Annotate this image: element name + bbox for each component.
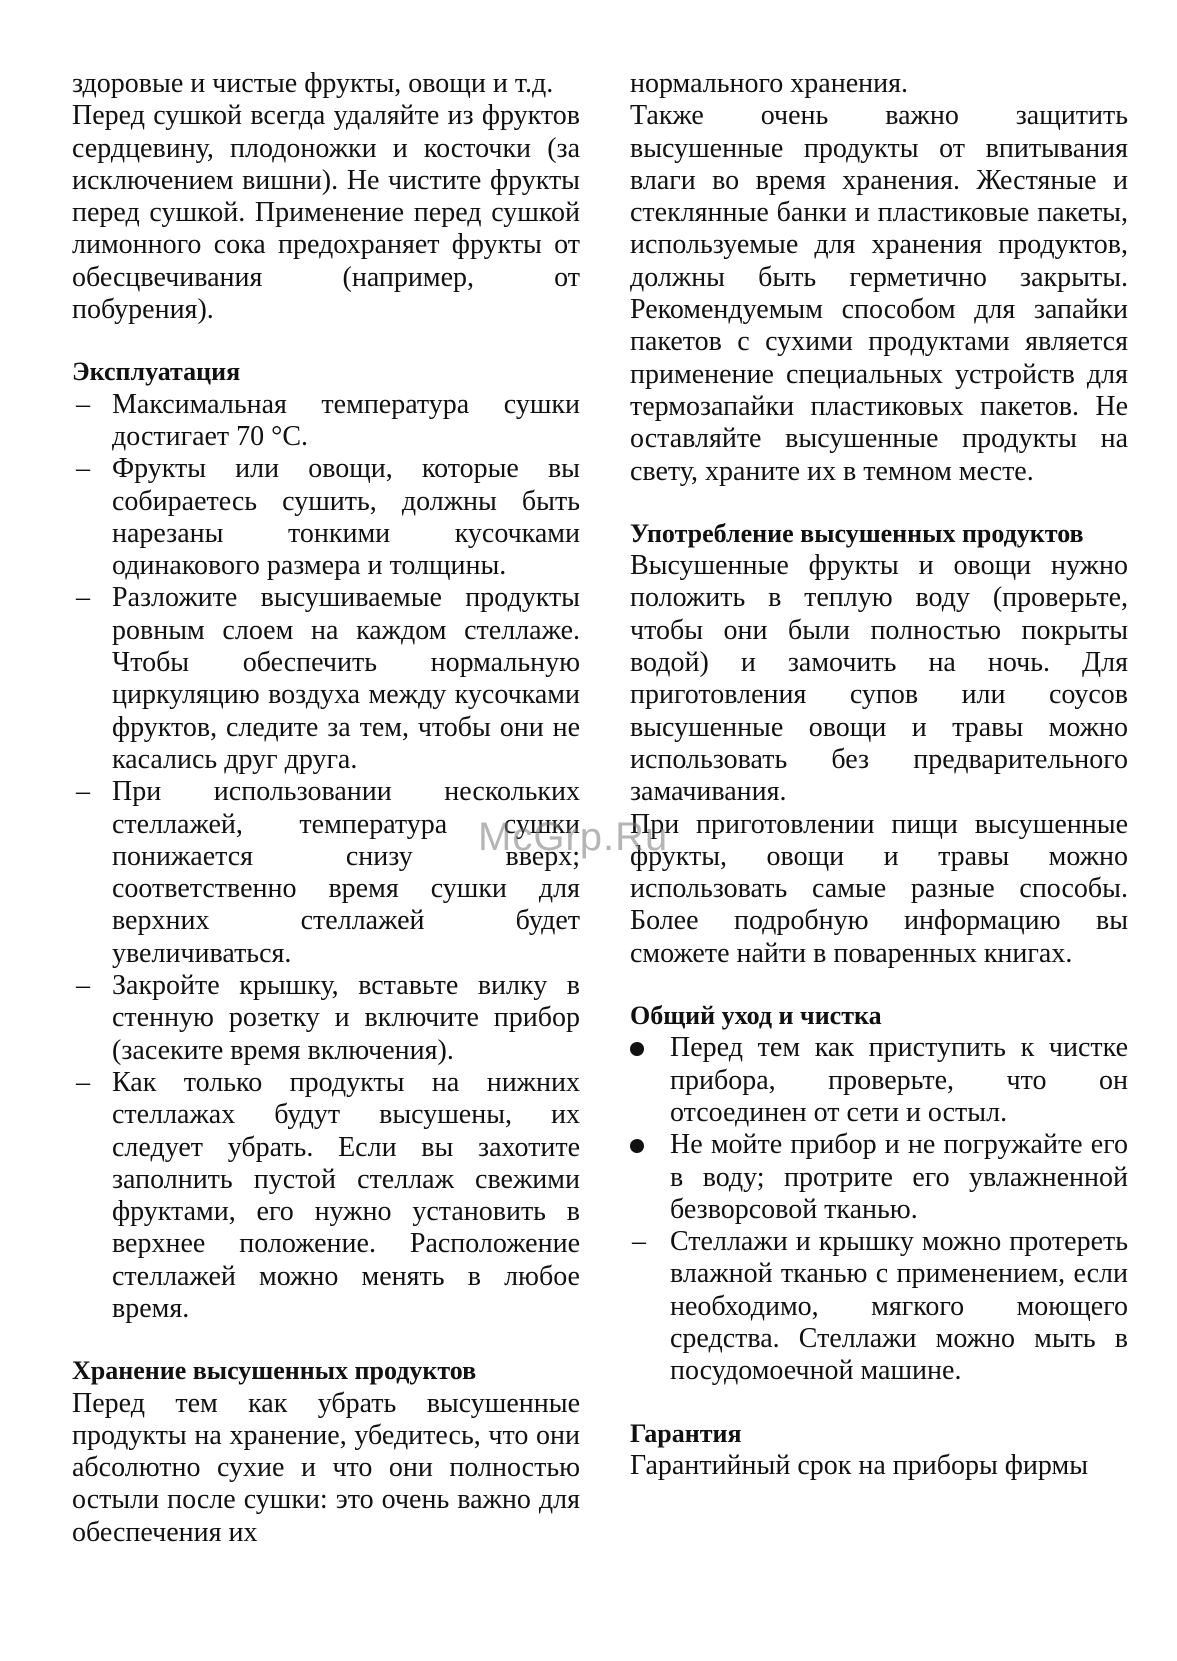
list-item	[630, 1032, 1128, 1129]
right-column	[630, 68, 1128, 1482]
watermark: McGrp.Ru	[478, 815, 669, 859]
usage-heading: Употребление высушенных продуктов	[630, 518, 1084, 548]
warranty-heading: Гарантия	[630, 1418, 742, 1448]
moisture-paragraph: Также очень важно защитить высушенные продукты от впитывания влаги во время хранения. Жестяные и стеклянные банки и пластиковые пакеты, используемые для хранения продуктов, должны быть герметично закрыты. Рекомендуемым способом для запайки пакетов с сухими продуктами является применение специальных устройств для термозапайки пластиковых пакетов. Не оставляйте высушенные продукты на свету, храните их в темном месте.	[630, 100, 1128, 487]
bullet-icon	[630, 1139, 644, 1153]
usage-paragraph: Высушенные фрукты и овощи нужно положить в теплую воду (проверьте, чтобы они были полностью покрыты водой) и замочить на ночь. Для приготовления супов или соусов высушенные овощи и травы можно использовать без предварительного замачивания.	[630, 550, 1128, 808]
care-list	[630, 1032, 1128, 1387]
storage-heading: Хранение высушенных продуктов	[72, 1356, 477, 1386]
intro-paragraph-end: здоровые и чистые фрукты, овощи и т.д.	[72, 68, 554, 99]
dash-icon: –	[632, 1226, 646, 1258]
operation-heading: Эксплуатация	[72, 357, 241, 387]
list-item: – Разложите высушиваемые продукты ровным слоем на каждом стеллаже. Чтобы обеспечить нормальную циркуляцию воздуха между кусочками фруктов, следите за тем, чтобы они не касались друг друга.	[72, 582, 580, 776]
list-item: – Закройте крышку, вставьте вилку в стенную розетку и включите прибор (засеките время включения).	[72, 970, 580, 1067]
care-item-text: Перед тем как приступить к чистке прибора, проверьте, что он отсоединен от сети и остыл.	[670, 1032, 1128, 1128]
care-item-text: Не мойте прибор и не погружайте его в воду; протрите его увлажненной безворсовой тканью.	[670, 1129, 1128, 1225]
cooking-paragraph: При приготовлении пищи высушенные фрукты, овощи и травы можно использовать самые разные способы. Более подробную информацию вы сможете найти в поваренных книгах.	[630, 808, 1128, 969]
list-item: – Фрукты или овощи, которые вы собираетесь сушить, должны быть нарезаны тонкими кусочками одинакового размера и толщины.	[72, 453, 580, 582]
list-item	[630, 1226, 1128, 1387]
bullet-icon	[630, 1042, 644, 1056]
left-column	[72, 68, 580, 1549]
storage-paragraph: Перед тем как убрать высушенные продукты на хранение, убедитесь, что они абсолютно сухие и что они полностью остыли после сушки: это очень важно для обеспечения их	[72, 1387, 580, 1548]
list-item: – Максимальная температура сушки достигает 70 °С.	[72, 389, 580, 454]
list-item	[630, 1129, 1128, 1226]
list-item: – Как только продукты на нижних стеллажах будут высушены, их следует убрать. Если вы захотите заполнить пустой стеллаж свежими фруктами, его нужно установить в верхнее положение. Расположение стеллажей можно менять в любое время.	[72, 1067, 580, 1325]
storage-paragraph-end: нормального хранения.	[630, 68, 908, 99]
care-heading: Общий уход и чистка	[630, 1001, 882, 1031]
warranty-paragraph: Гарантийный срок на приборы фирмы	[630, 1449, 1089, 1481]
list-item: – При использовании нескольких стеллажей, температура сушки понижается снизу вверх; соответственно время сушки для верхних стеллажей будет увеличиваться.	[72, 776, 580, 970]
care-item-text: Стеллажи и крышку можно протереть влажной тканью с применением, если необходимо, мягкого моющего средства. Стеллажи можно мыть в посудомоечной машине.	[670, 1226, 1128, 1387]
preparation-paragraph: Перед сушкой всегда удаляйте из фруктов сердцевину, плодоножки и косточки (за исключением вишни). Не чистите фрукты перед сушкой. Применение перед сушкой лимонного сока предохраняет фрукты от обесцвечивания (например, от побурения).	[72, 100, 580, 326]
